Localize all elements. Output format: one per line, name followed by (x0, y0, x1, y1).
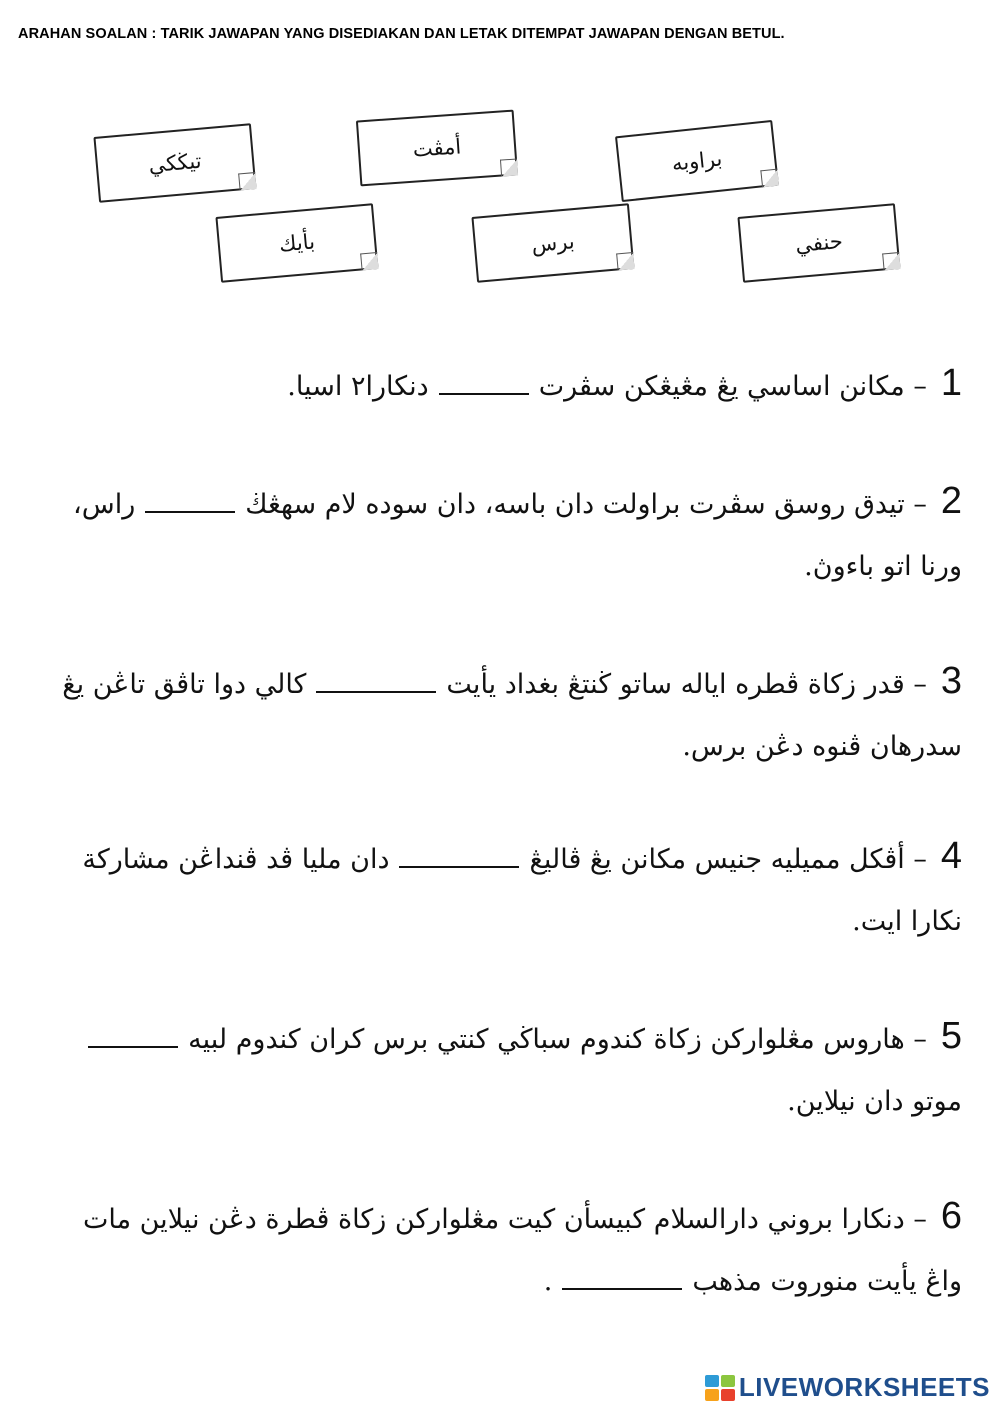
question-3 (40, 650, 962, 778)
answer-card-1[interactable]: تيڬکي (93, 123, 256, 203)
question-number: 1 (940, 362, 962, 404)
logo-square (705, 1375, 719, 1387)
logo-square (705, 1389, 719, 1401)
question-2 (40, 470, 962, 598)
answer-blank-5[interactable] (88, 1016, 178, 1048)
question-text-before: – دنکارا بروني دارالسلام کبيسأن کيت مڠلوارکن زکاة ڤطرة دڠن نيلاين مات واڠ يأيت منوروت مذهب (82, 1204, 962, 1297)
answer-blank-6[interactable] (562, 1258, 682, 1290)
question-number: 6 (940, 1195, 962, 1237)
question-text-after: . (543, 1266, 553, 1297)
question-text-after: راس، ورنا اتو باءوڽ. (73, 489, 962, 582)
brand-name: LIVEWORKSHEETS (738, 1372, 990, 1402)
logo-square (721, 1375, 735, 1387)
question-6 (40, 1185, 962, 1313)
question-number: 3 (940, 660, 962, 702)
instruction-text: ARAHAN SOALAN : TARIK JAWAPAN YANG DISEDIAKAN DAN LETAK DITEMPAT JAWAPAN DENGAN BETUL. (18, 26, 785, 42)
answer-blank-3[interactable] (316, 661, 436, 693)
answer-blank-4[interactable] (399, 836, 519, 868)
question-4 (40, 825, 962, 953)
question-text-after: دان مليا ڤد ڤنداڠن مشارکة نکارا ايت. (82, 844, 962, 937)
question-text-after: کالي دوا تاڤق تاڠن يڠ سدرهان ڤنوه دڠن برس. (62, 669, 962, 762)
answer-card-2[interactable]: أمڤت (356, 110, 518, 187)
answer-blank-2[interactable] (145, 481, 235, 513)
question-5 (40, 1005, 962, 1133)
question-number: 2 (940, 480, 962, 522)
logo-square (721, 1389, 735, 1401)
question-text-before: – هاروس مڠلوارکن زکاة کندوم سباڬي کنتي برس کران کندوم لبيه (188, 1024, 927, 1055)
question-text-before: – تيدق روسق سڤرت براولت دان باسه، دان سوده لام سهڠڬ (245, 489, 927, 520)
answer-card-4[interactable]: بأيك (215, 203, 378, 283)
question-number: 4 (940, 835, 962, 877)
question-text-before: – مکانن اساسي يڠ مڠيڠکن سڤرت (538, 371, 927, 402)
question-text-after: دنکارا٢ اسيا. (287, 371, 429, 402)
question-text-before: – أڤکل مميليه جنيس مکانن يڠ ڤاليڠ (529, 844, 927, 875)
question-number: 5 (940, 1015, 962, 1057)
answer-card-6[interactable]: حنفي (737, 203, 900, 283)
answer-card-3[interactable]: براوبه (615, 120, 779, 202)
liveworksheets-logo-icon (705, 1375, 735, 1401)
answer-card-5[interactable]: برس (471, 203, 634, 283)
answer-blank-1[interactable] (439, 363, 529, 395)
liveworksheets-brand (705, 1372, 990, 1403)
question-text-before: – قدر زکاة ڤطره اياله ساتو ڬنتڠ بغداد يأيت (446, 669, 927, 700)
question-1 (40, 352, 962, 418)
question-text-after: موتو دان نيلاين. (787, 1086, 962, 1117)
